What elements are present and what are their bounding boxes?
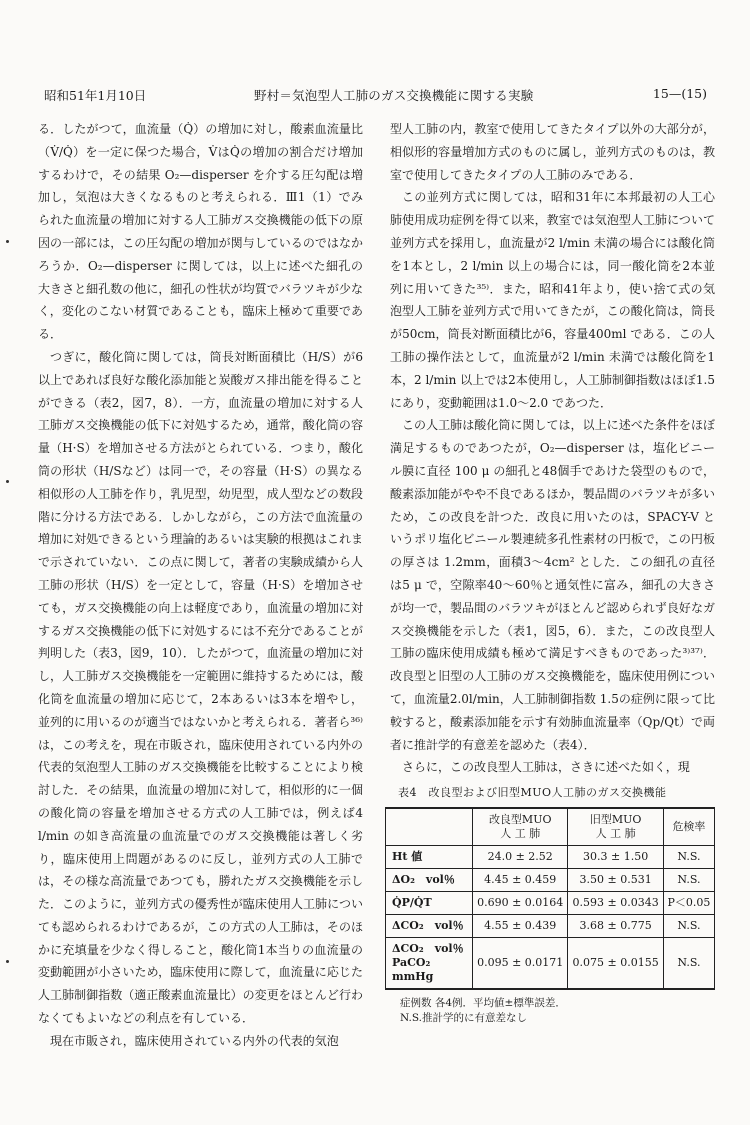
cell-p: N.S. [663, 869, 714, 892]
cell-p: N.S. [663, 846, 714, 869]
cell-old: 0.075 ± 0.0155 [568, 938, 663, 990]
right-column [390, 118, 715, 1026]
paragraph: この並列方式に関しては，昭和31年に本邦最初の人工心肺使用成功症例を得て以来，教室では気泡型人工肺について並列方式を採用し，血流量が2 l/min 未満の場合には酸化筒を1本とし，2 l/min 以上の場合には，同一酸化筒を2本並列に用いてきた³⁵⁾．また，昭和41年より，使い捨て式の気泡型人工肺を並列方式で用いてきたが，この酸化筒は，筒長が50cm，筒長対断面積比が6，容量400ml である．この人工肺の操作法として，血流量が2 l/min 未満では酸化筒を1本，2 l/min 以上では2本使用し，人工肺制御指数はほぼ1.5にあり，変動範囲は1.0～2.0 であつた． [390, 190, 715, 410]
table-row [386, 869, 715, 892]
header-cell [386, 808, 473, 846]
cell-improved: 4.45 ± 0.459 [473, 869, 568, 892]
left-column [38, 118, 363, 1053]
header-cell: 改良型MUO 人 工 肺 [473, 808, 568, 846]
table-note: N.S.推計学的に有意差なし [400, 1012, 528, 1025]
row-label: Ht 値 [386, 846, 473, 869]
paragraph: 現在市販され，臨床使用されている内外の代表的気泡 [50, 1033, 339, 1048]
margin-dot [6, 480, 9, 483]
table-row [386, 938, 715, 990]
cell-improved: 24.0 ± 2.52 [473, 846, 568, 869]
row-label: ΔCO₂ vol％ [386, 915, 473, 938]
cell-improved: 0.690 ± 0.0164 [473, 892, 568, 915]
header-cell: 旧型MUO 人 工 肺 [568, 808, 663, 846]
running-title: 野村＝気泡型人工肺のガス交換機能に関する実験 [254, 88, 534, 103]
table-row [386, 915, 715, 938]
table-title: 表4 改良型および旧型MUO人工肺のガス交換機能 [398, 786, 667, 800]
table-note: 症例数 各4例．平均値±標準誤差． [400, 997, 566, 1010]
cell-old: 30.3 ± 1.50 [568, 846, 663, 869]
paragraph: この人工肺は酸化筒に関しては，以上に述べた条件をほぼ満足するものであつたが，O₂—disperser は，塩化ビニール膜に直径 100 μ の細孔と48個手であけた袋型のもので，酸素添加能がやや不良であるほか，製品間のバラツキが多いため，この改良を計つた．改良に用いたのは，SPACY-V というポリ塩化ビニール製連続多孔性素材の円板で，この円板の厚さは 1.2mm，面積3～4cm² とした．この細孔の直径は5 μ で，空隙率40～60％と通気性に富み，細孔の大きさが均一で，製品間のバラツキがほとんど認められず良好なガス交換機能を示した（表1，図5，6）．また，この改良型人工肺の臨床使用成績も極めて満足すべきものであった³⁾³⁷⁾．改良型と旧型の人工肺のガス交換機能を，臨床使用例について，血流量2.0l/min，人工肺制御指数 1.5の症例に限って比較すると，酸素添加能を示す有効肺血流量率（Qp/Qt）で両者に推計学的有意差を認めた（表4）． [390, 418, 715, 752]
cell-old: 3.50 ± 0.531 [568, 869, 663, 892]
row-label: ΔO₂ vol％ [386, 869, 473, 892]
cell-improved: 4.55 ± 0.439 [473, 915, 568, 938]
paragraph: 型人工肺の内，教室で使用してきたタイプ以外の大部分が，相似形的容量増加方式のものに属し，並列方式のものは，教室で使用してきたタイプの人工肺のみである． [390, 122, 715, 182]
margin-dot [6, 240, 9, 243]
row-label: ΔCO₂ vol％ PaCO₂ mmHg [386, 938, 473, 990]
cell-p: P＜0.05 [663, 892, 714, 915]
margin-dot [6, 960, 9, 963]
paragraph: つぎに，酸化筒に関しては，筒長対断面積比（H/S）が6以上であれば良好な酸化添加能と炭酸ガス排出能を得ることができる（表2，図7，8）．一方，血流量の増加に対する人工肺ガス交換機能の低下に対処するため，通常，酸化筒の容量（H·S）を増加させる方法がとられている．つまり，酸化筒の形状（H/Sなど）は同一で，その容量（H·S）の異なる相似形の人工肺を作り，乳児型，幼児型，成人型などの数段階に分ける方法である．しかしながら，この方法で血流量の増加に対処できるという理論的あるいは実験的根拠はこれまで示されていない．この点に関して，著者の実験成績から人工肺の形状（H/S）を一定として，容量（H·S）を増加させても，ガス交換機能の向上は軽度であり，血流量の増加に対するガス交換機能の低下に対処するには不充分であることが判明した（表3，図9，10）．したがつて，血流量の増加に対し，人工肺ガス交換機能を一定範囲に維持するためには，酸化筒を血流量の増加に応じて，2本あるいは3本を増やし，並列的に用いるのが適当ではないかと考えられる．著者ら³⁶⁾は，この考えを，現在市販され，臨床使用されている内外の代表的気泡型人工肺のガス交換機能を比較することにより検討した．その結果，血流量の増加に対して，相似形的に一個の酸化筒の容量を増加させる方式の人工肺では，例えば4 l/min の如き高流量の血流量でのガス交換機能は著しく劣り，臨床使用上問題があるのに反し，並列方式の人工肺では，その様な高流量であつても，勝れたガス交換機能を示した．このように，並列方式の優秀性が臨床使用人工肺についても認められるわけであるが，この方式の人工肺は，そのほかに充填量を少なく得しること，酸化筒1本当りの血流量の変動範囲が小さいため，臨床使用に際して，血流量に応じた人工肺制御指数（適正酸素血流量比）の変更をほとんど行わなくてもよいなどの利点を有している． [38, 349, 363, 1026]
issue-date: 昭和51年1月10日 [44, 88, 147, 103]
table-row [386, 892, 715, 915]
cell-improved: 0.095 ± 0.0171 [473, 938, 568, 990]
page-number: 15—(15) [652, 86, 707, 101]
cell-old: 3.68 ± 0.775 [568, 915, 663, 938]
paragraph: る．したがつて，血流量（Q̇）の増加に対し，酸素血流量比（V̇/Q̇）を一定に保つた場合，V̇はQ̇の増加の割合だけ増加するわけで，その結果 O₂—disperser を介する圧勾配は増加し，気泡は大きくなるものと考えられる．Ⅲ1（1）でみられた血流量の増加に対する人工肺ガス交換機能の低下の原因の一部には，この圧勾配の増加が関与しているのではなかろうか．O₂—disperser に関しては，以上に述べた細孔の大きさと細孔数の他に，細孔の性状が均質でバラツキが少なく，変化のこない材質であることも，臨床上極めて重要である． [38, 122, 363, 342]
cell-p: N.S. [663, 938, 714, 990]
table-header-row [386, 808, 715, 846]
row-label: Q̇P/Q̇T [386, 892, 473, 915]
paragraph: さらに，この改良型人工肺は，さきに述べた如く，現 [402, 760, 690, 775]
cell-p: N.S. [663, 915, 714, 938]
table-row [386, 846, 715, 869]
header-cell: 危検率 [663, 808, 714, 846]
table-4 [385, 807, 715, 990]
table-notes [400, 996, 715, 1026]
cell-old: 0.593 ± 0.0343 [568, 892, 663, 915]
running-header [44, 86, 707, 108]
